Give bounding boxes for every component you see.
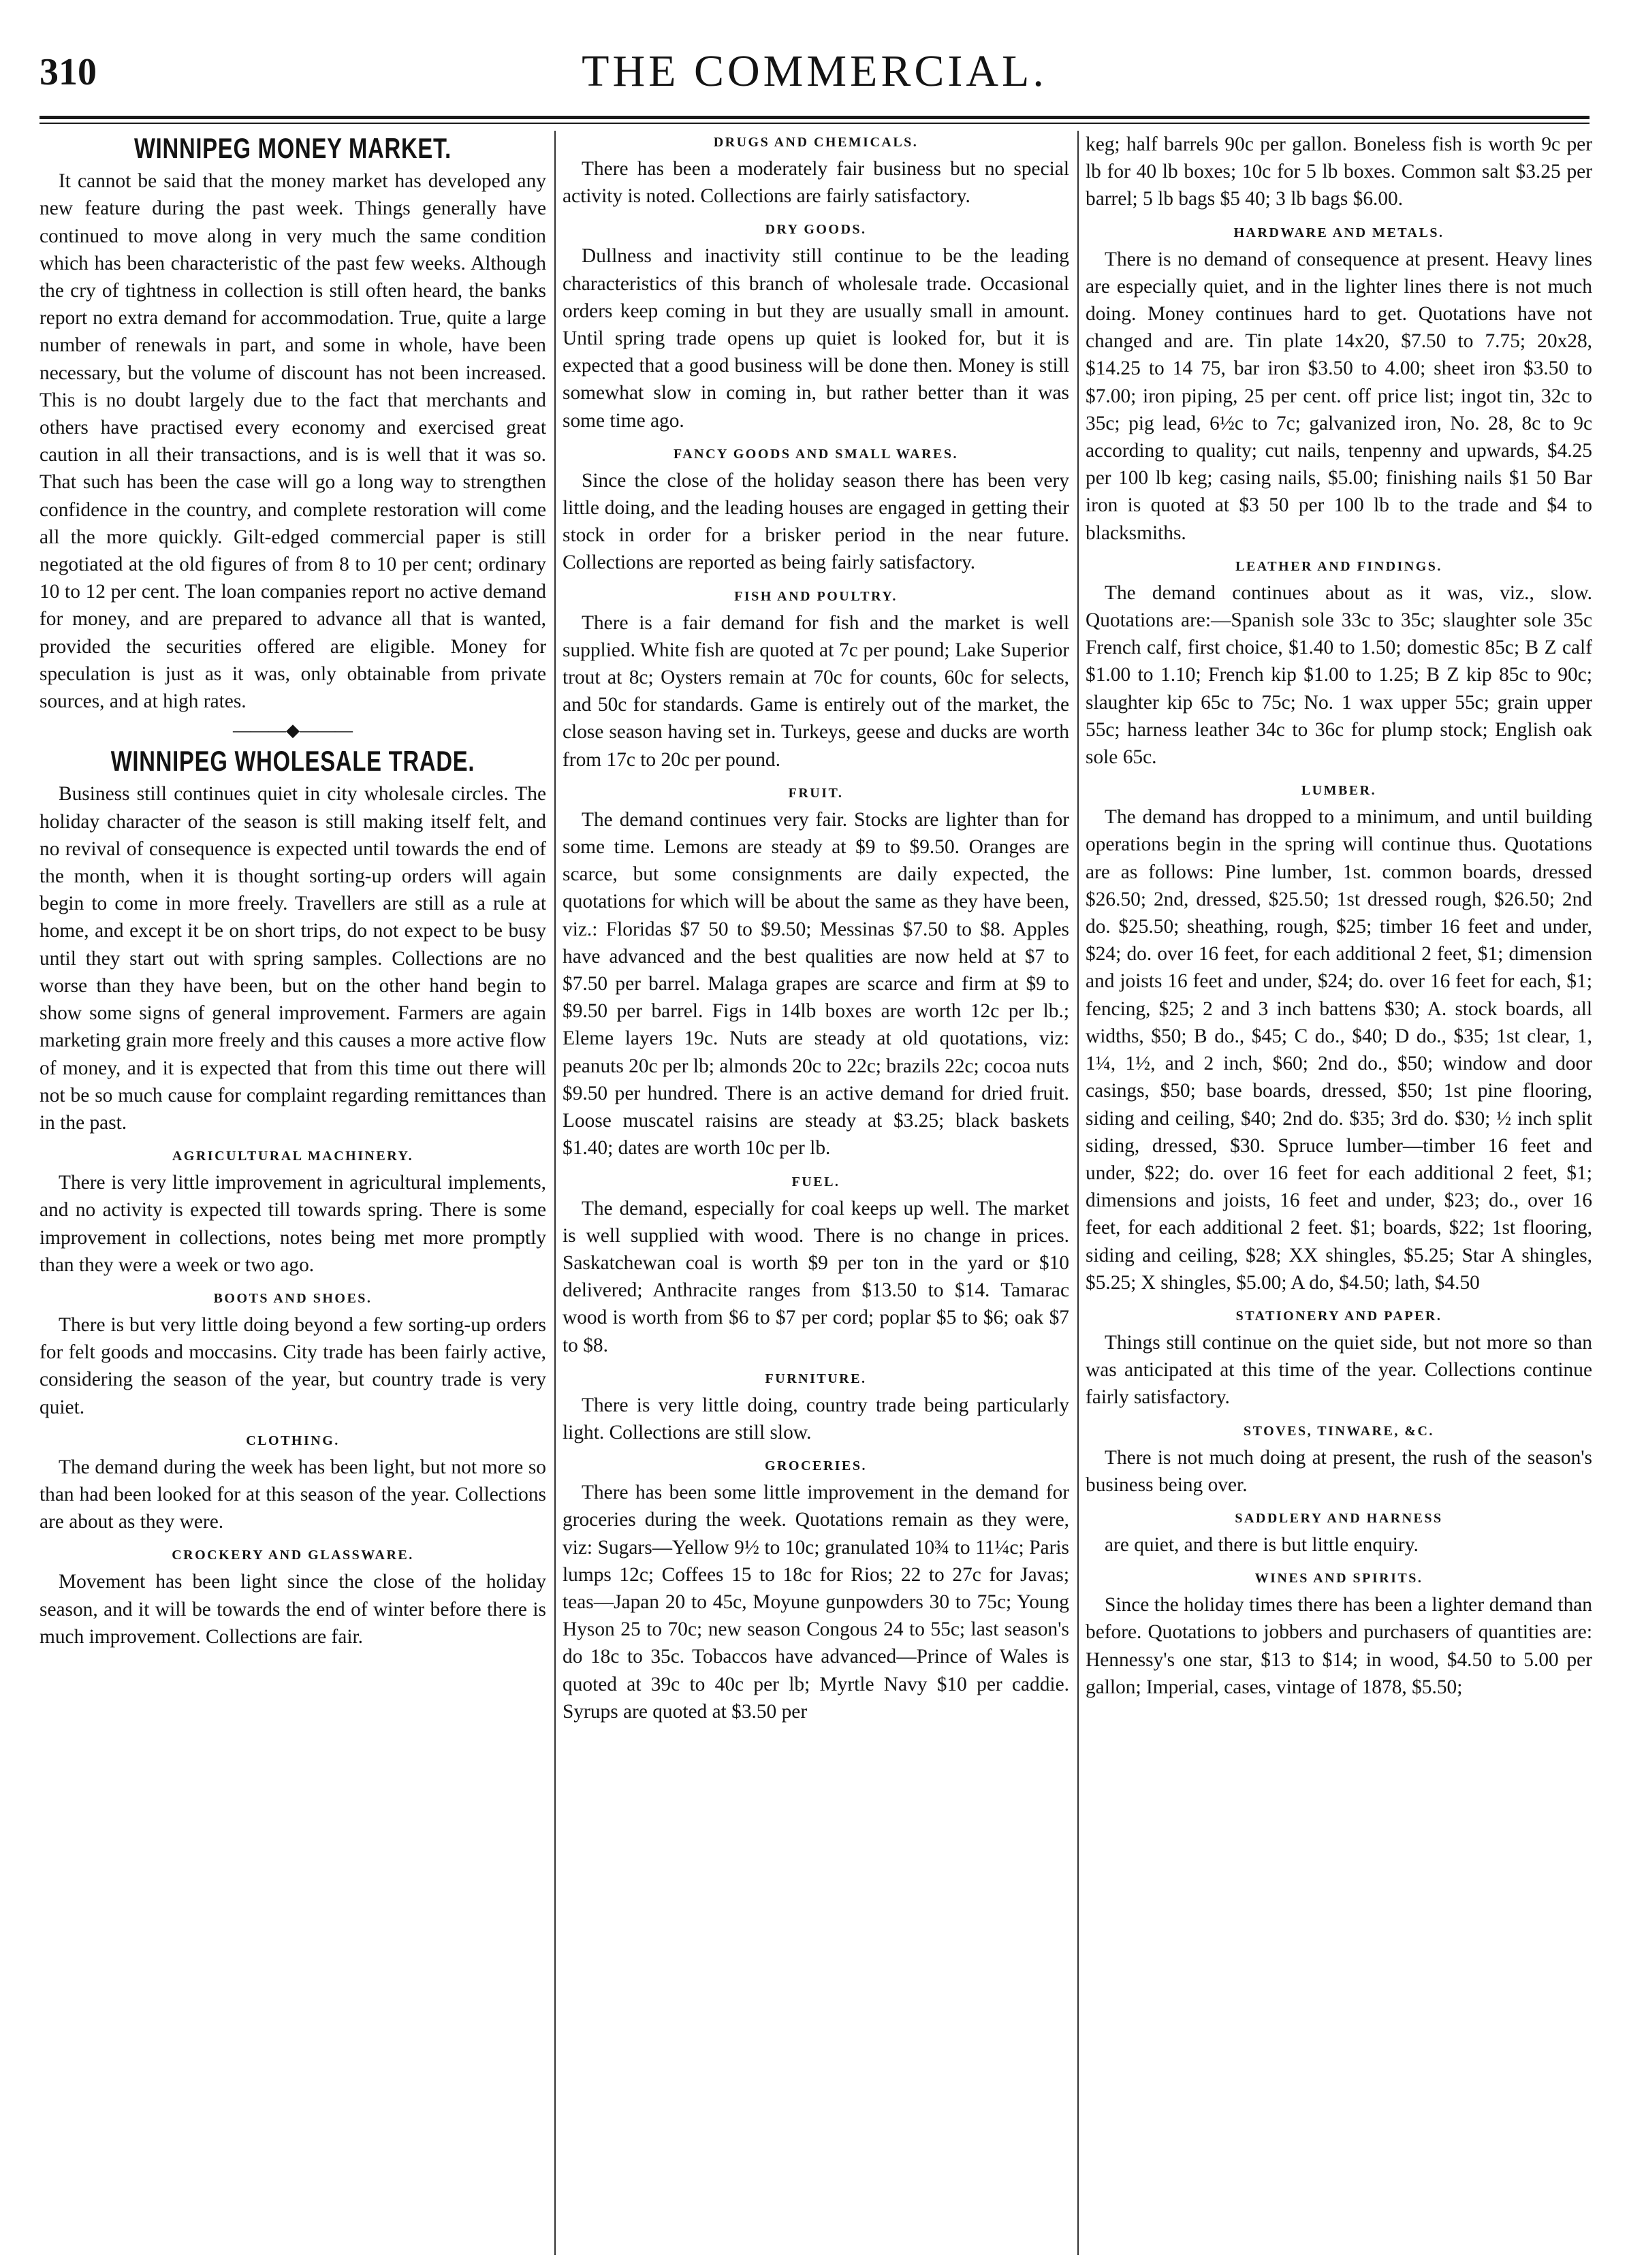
header-rule — [39, 116, 1590, 119]
section-heading-fuel: FUEL. — [791, 1174, 840, 1189]
section-heading-fruit: FRUIT. — [788, 785, 844, 801]
section-body-drugs: There has been a moderately fair business but no special activity is noted. Collections are fairly satisfactory. — [563, 158, 1069, 208]
section-heading-groceries: GROCERIES. — [764, 1458, 868, 1474]
section-body-agricultural: There is very little improvement in agricultural implements, and no activity is expected till towards spring. There is some improvement in collections, notes being met more promptly than they were a week or two ago. — [39, 1172, 546, 1276]
section-body-lumber: The demand has dropped to a minimum, and until building operations begin in the spring will continue thus. Quotations are as follows: Pine lumber, 1st. common boards, dressed $26.50; 2nd, dressed, $25.50; 1st dressed rough, $26.50; 2nd do. $25.50; sheathing, rough, $25; timber 16 feet and under, $24; do. over 16 feet, for each additional 2 feet, $1; dimension and joists 16 feet and under, $24; do. over 16 feet for each, $1; fencing, $25; 2 and 3 inch battens $30; A. stock boards, all widths, $50; B do., $45; C do., $40; D do., $35; 1st clear, 1, 1¼, 1½, and 2 inch, $60; 2nd do., $50; window and door casings, $50; base boards, dressed, $50; 1st pine flooring, siding and ceiling, $40; 2nd do. $35; 3rd do. $30; ½ inch split siding, dressed, $30. Spruce lumber—timber 16 feet and under, $22; do. over 16 feet for each additional 2 feet, $1; dimensions and joists, 16 feet and under, $23; do., over 16 feet, for each additional 2 feet. $1; boards, $22; 1st flooring, siding and ceiling, $28; XX shingles, $5.25; Star A shingles, $5.25; X shingles, $5.00; A do, $4.50; lath, $4.50 — [1086, 806, 1592, 1294]
page-number: 310 — [39, 51, 97, 93]
section-heading-fancy-goods: FANCY GOODS AND SMALL WARES. — [673, 446, 959, 462]
section-body-boots: There is but very little doing beyond a few sorting-up orders for felt goods and moccasins. City trade has been fairly active, considering the season of the year, but country trade is very quiet. — [39, 1313, 546, 1418]
section-body-fruit: The demand continues very fair. Stocks are lighter than for some time. Lemons are steady at $9 to $9.50. Oranges are scarce, but some consignments are daily expected, the quotations for which will be about the same as they have been, viz.: Floridas $7 50 to $9.50; Messinas $7.50 to $8. Apples have advanced and the best qualities are now held at $7 to $7.50 per barrel. Malaga grapes are scarce and firm at $9 to $9.50 per barrel. Figs in 14lb boxes are worth 12c per lb.; Eleme layers 19c. Nuts are steady at old quotations, viz: peanuts 20c per lb; almonds 20c to 22c; brazils 22c; cocoa nuts $9.50 per hundred. There is an active demand for dried fruit. Loose muscatel raisins are steady at $3.25; black baskets $1.40; dates are worth 10c per lb. — [563, 808, 1069, 1160]
column-2 — [563, 131, 1069, 2255]
section-heading-saddlery: SADDLERY AND HARNESS — [1235, 1510, 1443, 1526]
column-divider — [554, 131, 556, 2255]
section-heading-agricultural: AGRICULTURAL MACHINERY. — [172, 1149, 414, 1164]
column-1 — [39, 131, 546, 2255]
section-body-groceries: There has been some little improvement in the demand for groceries during the week. Quotations remain as they were, viz: Sugars—Yellow 9½ to 10c; granulated 10¾ to 11¼c; Paris lumps 12c; Coffees 15 to 18c for Rios; 22 to 27c for Javas; teas—Japan 20 to 45c, Moyune gunpowders 30 to 75c; Young Hyson 25 to 70c; new season Congous 24 to 55c; last season's do 18c to 35c. Tobaccos have advanced—Prince of Wales is quoted at 39c to 40c per lb; Myrtle Navy $10 per caddie. Syrups are quoted at $3.50 per — [563, 1482, 1069, 1723]
section-heading-hardware: HARDWARE AND METALS. — [1233, 225, 1444, 240]
section-heading-drugs: DRUGS AND CHEMICALS. — [713, 135, 919, 150]
section-body-hardware: There is no demand of consequence at present. Heavy lines are especially quiet, and in the lighter lines there is not much doing. Money continues hard to get. Quotations have not changed and are. Tin plate 14x20, $7.50 to 7.75; 20x28, $14.25 to 14 75, bar iron $3.50 to 4.00; sheet iron $3.50 to $7.00; iron piping, 25 per cent. off price list; ingot tin, 32c to 35c; pig lead, 6½c to 7c; galvanized iron, No. 28, 8c to 9c according to quality; cut nails, tenpenny and upwards, $4.25 per 100 lb keg; casing nails, $5.00; finishing nails $1 50 Bar iron is quoted at $3 50 per 100 lb to the trade and $4 to blacksmiths. — [1086, 248, 1592, 544]
section-body-saddlery: are quiet, and there is but little enquiry. — [1105, 1533, 1419, 1556]
section-heading-crockery: CROCKERY AND GLASSWARE. — [172, 1548, 414, 1563]
section-body-fancy-goods: Since the close of the holiday season there has been very little doing, and the leading houses are engaged in getting their stock in order for a brisker period in the near future. Collections are reported as being fairly satisfactory. — [563, 469, 1069, 574]
column-divider — [1077, 131, 1079, 2255]
section-body-clothing: The demand during the week has been light, but not more so than had been looked for at this season of the year. Collections are about as they were. — [39, 1456, 546, 1533]
section-body-crockery: Movement has been light since the close of the holiday season, and it will be towards the end of winter before there is much improvement. Collections are fair. — [39, 1571, 546, 1648]
section-body-stationery: Things still continue on the quiet side, but not more so than was anticipated at this time of the year. Collections continue fairly satisfactory. — [1086, 1331, 1592, 1409]
section-heading-lumber: LUMBER. — [1301, 783, 1377, 799]
section-heading-stoves: STOVES, TINWARE, &C. — [1244, 1423, 1434, 1439]
article-title-money-market: WINNIPEG MONEY MARKET. — [133, 132, 452, 164]
header-rule-thin — [39, 123, 1590, 124]
section-heading-fish: FISH AND POULTRY. — [734, 588, 898, 604]
section-heading-wines: WINES AND SPIRITS. — [1254, 1571, 1423, 1586]
section-heading-boots: BOOTS AND SHOES. — [213, 1290, 373, 1306]
section-body-dry-goods: Dullness and inactivity still continue to be the leading characteristics of this branch of wholesale trade. Occasional orders keep coming in but they are usually small in amount. Until spring trade opens up quiet is looked for, but it is expected that a good business will be done then. Money is still somewhat slow in coming in, but rather better than it was some time ago. — [563, 245, 1069, 432]
masthead-title: THE COMMERCIAL. — [582, 46, 1047, 96]
section-ornament: ———◆——— — [233, 720, 353, 741]
section-heading-clothing: CLOTHING. — [246, 1433, 340, 1448]
section-body-fish: There is a fair demand for fish and the market is well supplied. White fish are quoted at 7c per pound; Lake Superior trout at 8c; Oysters remain at 70c for counts, 60c for selects, and 50c for standards. Game is entirely out of the market, the close season having set in. Turkeys, geese and ducks are worth from 17c to 20c per pound. — [563, 611, 1069, 771]
article-title-wholesale-trade: WINNIPEG WHOLESALE TRADE. — [110, 745, 475, 778]
section-body-stoves: There is not much doing at present, the rush of the season's business being over. — [1086, 1446, 1592, 1496]
article-body-money-market: It cannot be said that the money market has developed any new feature during the past week. Things generally have continued to move along in very much the same condition which has been characteristic of the past few weeks. Although the cry of tightness in collection is still often heard, the banks report no extra demand for accommodation. True, quite a large number of renewals in part, and some in whole, have been necessary, but the volume of discount has not been increased. This is no doubt largely due to the fact that merchants and others have practised every economy and exercised great caution in all their transactions, and is is well that it was so. That such has been the case will go a long way to strengthen confidence in the country, and complete restoration will come all the more quickly. Gilt-edged commercial paper is still negotiated at the old figures of from 8 to 10 per cent; ordinary 10 to 12 per cent. The loan companies report no active demand for money, and are prepared to advance all that is wanted, provided the securities offered are eligible. Money for speculation is just as it was, only obtainable from private sources, and at high rates. — [39, 170, 546, 713]
column-3 — [1086, 131, 1592, 2255]
section-heading-leather: LEATHER AND FINDINGS. — [1235, 558, 1442, 574]
section-body-fuel: The demand, especially for coal keeps up well. The market is well supplied with wood. There is no change in prices. Saskatchewan coal is worth $9 per ton in the yard or $10 delivered; Anthracite ranges from $13.50 to $14. Tamarac wood is worth from $6 to $7 per cord; poplar $5 to $6; oak $7 to $8. — [563, 1197, 1069, 1356]
section-heading-dry-goods: DRY GOODS. — [765, 222, 867, 238]
section-body-wines: Since the holiday times there has been a lighter demand than before. Quotations to jobbers and purchasers of quantities are: Hennessy's one star, $13 to $14; in wood, $4.50 to 5.00 per gallon; Imperial, cases, vintage of 1878, $5.50; — [1086, 1594, 1592, 1698]
section-body-leather: The demand continues about as it was, viz., slow. Quotations are:—Spanish sole 33c to 35c; slaughter sole 35c French calf, first choice, $1.40 to 1.50; domestic 85c; B Z calf $1.00 to 1.10; French kip $1.00 to 1.25; B Z kip 85c to 90c; slaughter kip 65c to 75c; No. 1 wax upper 55c; grain upper 55c; harness leather 34c to 36c for plump stock; English oak sole 65c. — [1086, 581, 1592, 769]
section-heading-stationery: STATIONERY AND PAPER. — [1235, 1308, 1442, 1324]
article-body-wholesale-trade: Business still continues quiet in city wholesale circles. The holiday character of the season is still making itself felt, and no revival of consequence is expected until towards the end of the month, when it is thought sorting-up orders will again begin to come in more freely. Travellers are still as a rule at home, and except it be on short trips, do not expect to be busy until they start out with spring samples. Collections are no worse than they have been, but on the other hand begin to show some signs of general improvement. Farmers are again marketing grain more freely and this causes a more active flow of money, and it is expected that from this time out there will not be so much cause for complaint regarding remittances than in the past. — [39, 783, 546, 1134]
section-body-furniture: There is very little doing, country trade being particularly light. Collections are still slow. — [563, 1394, 1069, 1443]
section-body-groceries-continued: keg; half barrels 90c per gallon. Boneless fish is worth 9c per lb for 40 lb boxes; 10c for 5 lb boxes. Common salt $3.25 per barrel; 5 lb bags $5 40; 3 lb bags $6.00. — [1086, 133, 1592, 210]
section-heading-furniture: FURNITURE. — [765, 1371, 867, 1386]
